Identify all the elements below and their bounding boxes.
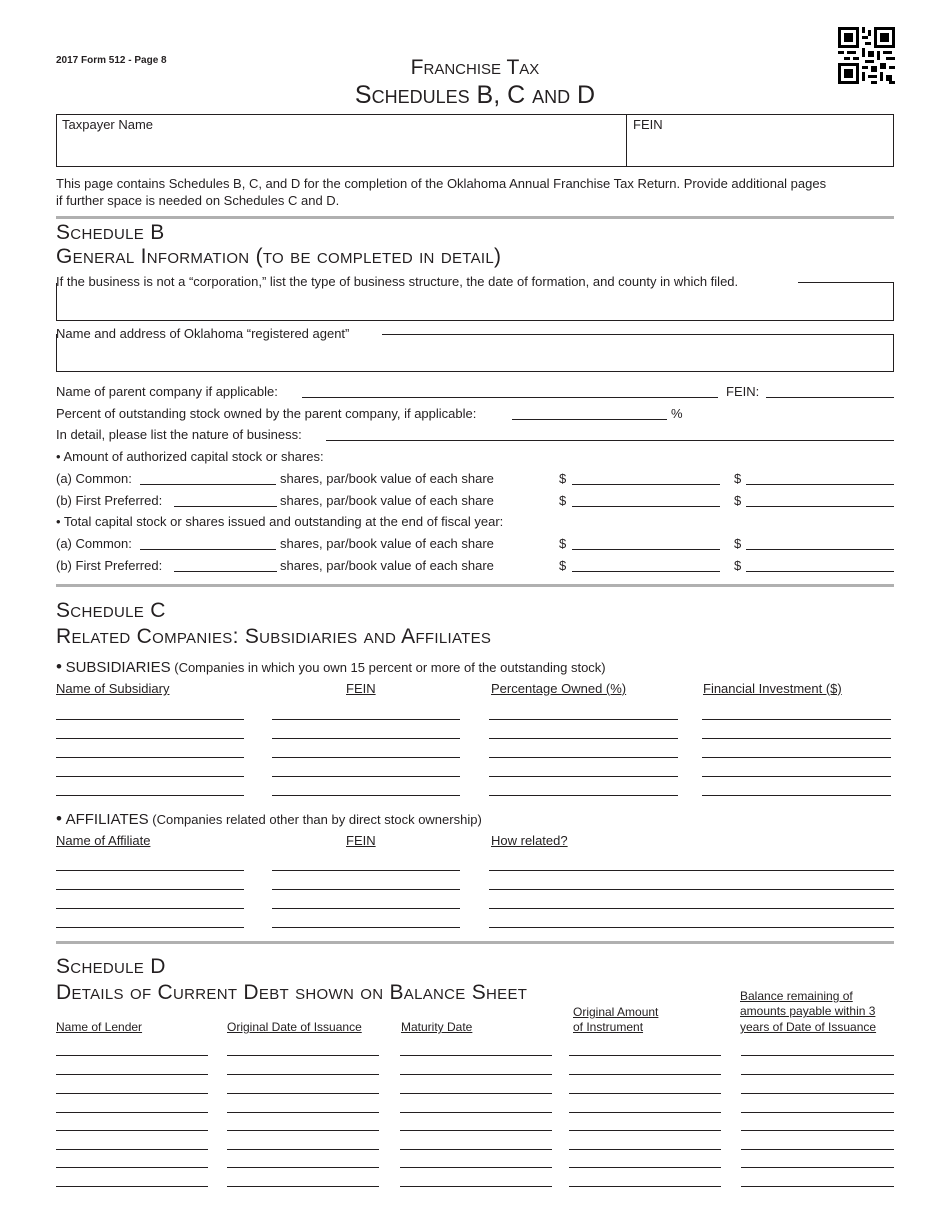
original-amount-header-line2: of Instrument [573,1020,644,1034]
issued-preferred-book-field[interactable] [746,571,894,572]
schedule-b-title: Schedule B [56,221,165,244]
taxpayer-fein-field[interactable] [627,134,893,166]
debt-row-8-col-5-field[interactable] [741,1186,894,1187]
section-divider [56,941,894,944]
debt-row-2-col-5-field[interactable] [741,1074,894,1075]
debt-row-7-col-5-field[interactable] [741,1167,894,1168]
debt-row-6-col-2-field[interactable] [227,1149,379,1150]
bullet-icon: • [56,809,62,828]
authorized-stock-heading: • Amount of authorized capital stock or shares: [56,449,324,464]
dollar-sign: $ [559,471,567,486]
taxpayer-name-label: Taxpayer Name [62,117,154,132]
debt-row-6-col-5-field[interactable] [741,1149,894,1150]
affiliates-note: (Companies related other than by direct stock ownership) [152,812,482,827]
debt-row-5-col-5-field[interactable] [741,1130,894,1131]
affiliate-row-4-col-3-field[interactable] [489,927,894,928]
dollar-sign: $ [734,493,742,508]
parent-company-label: Name of parent company if applicable: [56,384,278,399]
debt-row-4-col-5-field[interactable] [741,1112,894,1113]
affiliates-heading [56,811,482,827]
affiliate-row-1-col-2-field[interactable] [272,870,460,871]
subsidiary-name-header: Name of Subsidiary [56,681,170,696]
subsidiary-row-5-col-4-field[interactable] [702,795,891,796]
debt-row-6-col-1-field[interactable] [56,1149,208,1150]
affiliate-name-header: Name of Affiliate [56,833,151,848]
subsidiary-row-2-col-4-field[interactable] [702,738,891,739]
debt-row-8-col-2-field[interactable] [227,1186,379,1187]
affiliate-row-2-col-2-field[interactable] [272,889,460,890]
affiliates-title: AFFILIATES [65,811,149,828]
subsidiary-row-5-col-1-field[interactable] [56,795,244,796]
section-divider [56,216,894,219]
affiliate-row-4-col-2-field[interactable] [272,927,460,928]
authorized-common-shares-field[interactable] [140,484,276,485]
schedule-d-subtitle: Details of Current Debt shown on Balance Sheet [56,981,528,1004]
debt-row-7-col-1-field[interactable] [56,1167,208,1168]
debt-row-4-col-4-field[interactable] [569,1112,721,1113]
affiliate-row-2-col-3-field[interactable] [489,889,894,890]
subsidiary-row-3-col-1-field[interactable] [56,757,244,758]
debt-row-4-col-1-field[interactable] [56,1112,208,1113]
page-subtitle: Schedules B, C and D [354,81,596,109]
debt-row-1-col-4-field[interactable] [569,1055,721,1056]
schedule-c-title: Schedule C [56,599,166,622]
debt-row-1-col-1-field[interactable] [56,1055,208,1056]
debt-row-8-col-3-field[interactable] [400,1186,552,1187]
debt-row-2-col-2-field[interactable] [227,1074,379,1075]
form-id: 2017 Form 512 - Page 8 [56,55,167,66]
debt-row-7-col-3-field[interactable] [400,1167,552,1168]
subsidiary-row-3-col-2-field[interactable] [272,757,460,758]
percent-owned-label: Percent of outstanding stock owned by the parent company, if applicable: [56,406,477,421]
subsidiary-row-2-col-1-field[interactable] [56,738,244,739]
issued-preferred-par-field[interactable] [572,571,720,572]
debt-row-3-col-5-field[interactable] [741,1093,894,1094]
subsidiary-investment-header: Financial Investment ($) [703,681,842,696]
bullet-icon: • [56,657,62,676]
affiliate-row-2-col-1-field[interactable] [56,889,244,890]
schedule-d-title: Schedule D [56,955,166,978]
debt-row-8-col-4-field[interactable] [569,1186,721,1187]
registered-agent-field[interactable] [56,334,894,372]
debt-row-3-col-4-field[interactable] [569,1093,721,1094]
debt-row-2-col-4-field[interactable] [569,1074,721,1075]
issued-common-par-field[interactable] [572,549,720,550]
taxpayer-fein-label: FEIN [633,117,663,132]
authorized-common-book-field[interactable] [746,484,894,485]
authorized-preferred-book-field[interactable] [746,506,894,507]
subsidiary-row-2-col-2-field[interactable] [272,738,460,739]
debt-row-5-col-4-field[interactable] [569,1130,721,1131]
affiliate-row-1-col-1-field[interactable] [56,870,244,871]
original-date-header: Original Date of Issuance [227,1020,362,1034]
debt-row-2-col-3-field[interactable] [400,1074,552,1075]
subsidiary-row-1-col-3-field[interactable] [489,719,678,720]
debt-row-3-col-3-field[interactable] [400,1093,552,1094]
subsidiary-fein-header: FEIN [346,681,376,696]
nature-of-business-field[interactable] [326,440,894,441]
debt-row-1-col-3-field[interactable] [400,1055,552,1056]
subsidiary-row-5-col-2-field[interactable] [272,795,460,796]
subsidiary-row-4-col-1-field[interactable] [56,776,244,777]
debt-row-7-col-2-field[interactable] [227,1167,379,1168]
dollar-sign: $ [734,558,742,573]
page-title: Franchise Tax [410,56,540,79]
business-structure-field[interactable] [56,283,894,321]
affiliate-row-3-col-2-field[interactable] [272,908,460,909]
affiliate-row-3-col-3-field[interactable] [489,908,894,909]
section-divider [56,584,894,587]
dollar-sign: $ [559,536,567,551]
dollar-sign: $ [559,493,567,508]
debt-row-6-col-3-field[interactable] [400,1149,552,1150]
subsidiary-percentage-header: Percentage Owned (%) [491,681,627,696]
debt-row-8-col-1-field[interactable] [56,1186,208,1187]
schedule-b-subtitle: General Information (to be completed in detail) [56,245,502,268]
shares-text: shares, par/book value of each share [280,471,494,486]
subsidiary-row-5-col-3-field[interactable] [489,795,678,796]
affiliate-row-4-col-1-field[interactable] [56,927,244,928]
debt-row-7-col-4-field[interactable] [569,1167,721,1168]
dollar-sign: $ [734,471,742,486]
debt-row-4-col-2-field[interactable] [227,1112,379,1113]
issued-common-label: (a) Common: [56,536,132,551]
parent-fein-label: FEIN: [726,384,760,399]
business-structure-label: If the business is not a “corporation,” list the type of business structure, the date of formation, and county in which filed. [56,274,739,289]
debt-row-2-col-1-field[interactable] [56,1074,208,1075]
authorized-preferred-par-field[interactable] [572,506,720,507]
debt-row-3-col-2-field[interactable] [227,1093,379,1094]
balance-header-line2: amounts payable within 3 [740,1004,876,1018]
authorized-preferred-shares-field[interactable] [174,506,277,507]
percent-symbol: % [671,406,683,421]
dollar-sign: $ [734,536,742,551]
debt-row-4-col-3-field[interactable] [400,1112,552,1113]
taxpayer-name-field[interactable] [57,134,625,166]
debt-row-5-col-1-field[interactable] [56,1130,208,1131]
qr-code-icon [838,27,895,84]
balance-header-line1: Balance remaining of [740,989,853,1003]
subsidiary-row-4-col-2-field[interactable] [272,776,460,777]
affiliate-relation-header: How related? [491,833,568,848]
issued-common-shares-field[interactable] [140,549,276,550]
issued-preferred-shares-field[interactable] [174,571,277,572]
subsidiary-row-1-col-1-field[interactable] [56,719,244,720]
subsidiary-row-1-col-4-field[interactable] [702,719,891,720]
percent-owned-field[interactable] [512,419,667,420]
lender-name-header: Name of Lender [56,1020,143,1034]
shares-text: shares, par/book value of each share [280,536,494,551]
shares-text: shares, par/book value of each share [280,558,494,573]
issued-stock-heading: • Total capital stock or shares issued and outstanding at the end of fiscal year: [56,514,504,529]
debt-row-1-col-2-field[interactable] [227,1055,379,1056]
dollar-sign: $ [559,558,567,573]
authorized-common-par-field[interactable] [572,484,720,485]
subsidiary-row-3-col-4-field[interactable] [702,757,891,758]
debt-row-3-col-1-field[interactable] [56,1093,208,1094]
subsidiaries-title: SUBSIDIARIES [65,659,171,676]
affiliate-row-1-col-3-field[interactable] [489,870,894,871]
balance-header-line3: years of Date of Issuance [740,1020,877,1034]
debt-row-6-col-4-field[interactable] [569,1149,721,1150]
parent-company-field[interactable] [302,397,718,398]
subsidiaries-note: (Companies in which you own 15 percent or more of the outstanding stock) [174,660,606,675]
maturity-date-header: Maturity Date [401,1020,473,1034]
debt-row-1-col-5-field[interactable] [741,1055,894,1056]
authorized-common-label: (a) Common: [56,471,132,486]
issued-common-book-field[interactable] [746,549,894,550]
affiliate-fein-header: FEIN [346,833,376,848]
subsidiaries-heading [56,659,606,675]
subsidiary-row-4-col-3-field[interactable] [489,776,678,777]
subsidiary-row-1-col-2-field[interactable] [272,719,460,720]
shares-text: shares, par/book value of each share [280,493,494,508]
original-amount-header-line1: Original Amount [573,1005,659,1019]
registered-agent-label: Name and address of Oklahoma “registered agent” [56,326,350,341]
parent-fein-field[interactable] [766,397,894,398]
intro-text-1: This page contains Schedules B, C, and D for the completion of the Oklahoma Annual Franchise Tax Return. Provide additional pages [56,176,827,191]
affiliate-row-3-col-1-field[interactable] [56,908,244,909]
debt-row-5-col-3-field[interactable] [400,1130,552,1131]
nature-of-business-label: In detail, please list the nature of business: [56,427,302,442]
subsidiary-row-2-col-3-field[interactable] [489,738,678,739]
subsidiary-row-3-col-3-field[interactable] [489,757,678,758]
intro-text-2: if further space is needed on Schedules C and D. [56,193,340,208]
issued-preferred-label: (b) First Preferred: [56,558,163,573]
authorized-preferred-label: (b) First Preferred: [56,493,163,508]
schedule-c-subtitle: Related Companies: Subsidiaries and Affiliates [56,625,492,648]
subsidiary-row-4-col-4-field[interactable] [702,776,891,777]
debt-row-5-col-2-field[interactable] [227,1130,379,1131]
